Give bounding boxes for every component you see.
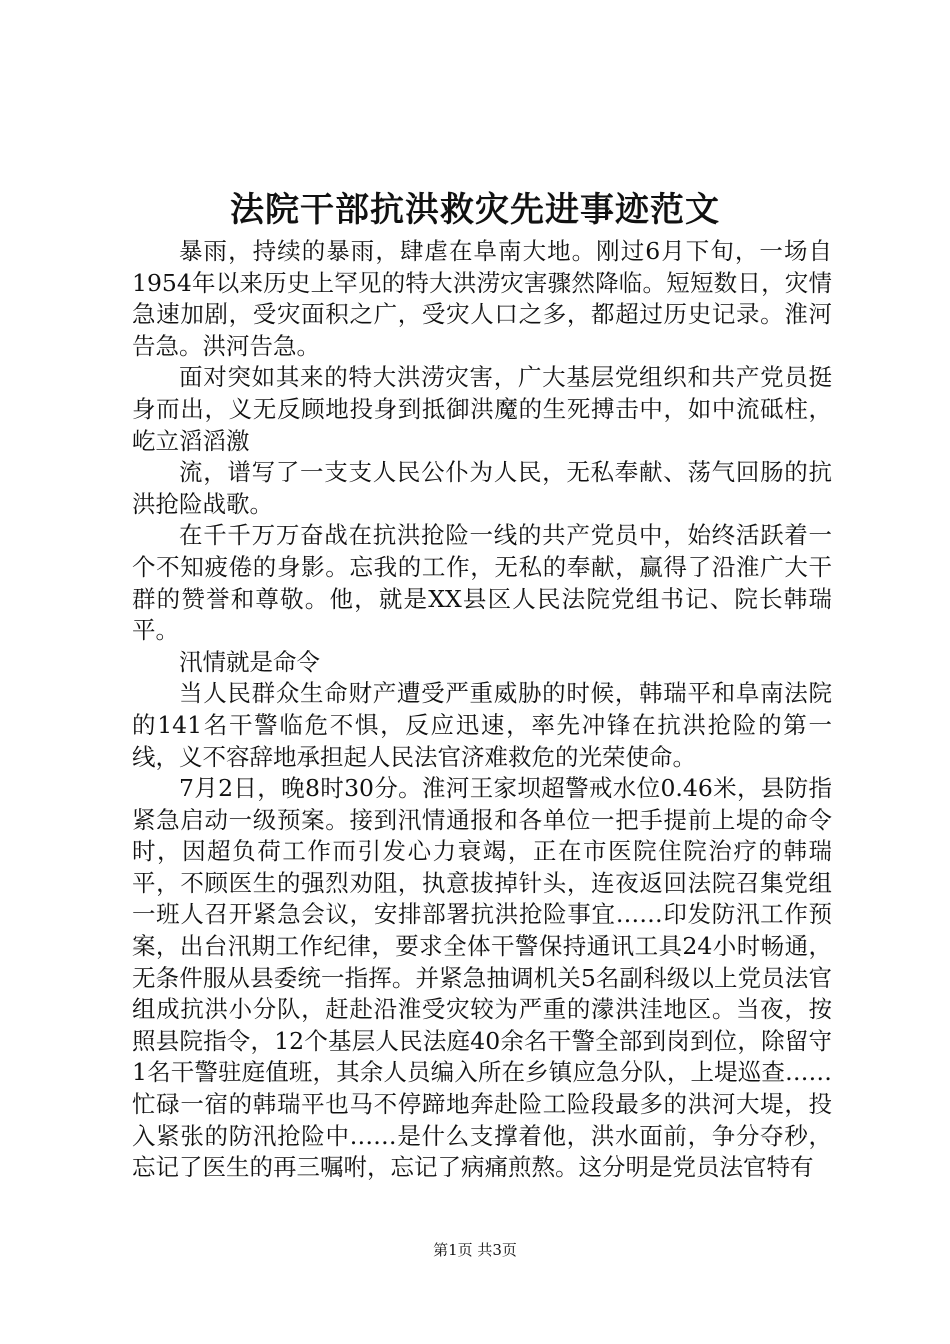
paragraph: 暴雨，持续的暴雨，肆虐在阜南大地。刚过6月下旬，一场自1954年以来历史上罕见的特大洪涝灾害骤然降临。短短数日，灾情急速加剧，受灾面积之广，受灾人口之多，都超过历史记录。淮河告急。洪河告急。 [132, 237, 832, 360]
paragraph: 当人民群众生命财产遭受严重威胁的时候，韩瑞平和阜南法院的141名干警临危不惧，反应迅速，率先冲锋在抗洪抢险的第一线，义不容辞地承担起人民法官济难救危的光荣使命。 [132, 679, 832, 771]
paragraph: 在千千万万奋战在抗洪抢险一线的共产党员中，始终活跃着一个不知疲倦的身影。忘我的工作，无私的奉献，赢得了沿淮广大干群的赞誉和尊敬。他，就是XX县区人民法院党组书记、院长韩瑞平。 [132, 521, 832, 645]
page-footer: 第1页 共3页 [433, 1241, 517, 1259]
document-body [132, 236, 832, 1184]
section-heading: 汛情就是命令 [179, 647, 320, 676]
paragraph: 7月2日，晚8时30分。淮河王家坝超警戒水位0.46米，县防指紧急启动一级预案。接到汛情通报和各单位一把手提前上堤的命令时，因超负荷工作而引发心力衰竭，正在市医院住院治疗的韩瑞平，不顾医生的强烈劝阻，执意拔掉针头，连夜返回法院召集党组一班人召开紧急会议，安排部署抗洪抢险事宜……印发防汛工作预案，出台汛期工作纪律，要求全体干警保持通讯工具24小时畅通，无条件服从县委统一指挥。并紧急抽调机关5名副科级以上党员法官组成抗洪小分队，赶赴沿淮受灾较为严重的濛洪洼地区。当夜，按照县院指令，12个基层人民法庭40余名干警全部到岗到位，除留守1名干警驻庭值班，其余人员编入所在乡镇应急分队，上堤巡查……忙碌一宿的韩瑞平也马不停蹄地奔赴险工险段最多的洪河大堤，投入紧张的防汛抢险中……是什么支撑着他，洪水面前，争分夺秒，忘记了医生的再三嘱咐，忘记了病痛煎熬。这分明是党员法官特有 [132, 774, 832, 1182]
document-title: 法院干部抗洪救灾先进事迹范文 [230, 190, 720, 230]
paragraph: 面对突如其来的特大洪涝灾害，广大基层党组织和共产党员挺身而出，义无反顾地投身到抵御洪魔的生死搏击中，如中流砥柱，屹立滔滔激 [132, 363, 832, 455]
paragraph: 流，谱写了一支支人民公仆为人民，无私奉献、荡气回肠的抗洪抢险战歌。 [132, 458, 832, 518]
